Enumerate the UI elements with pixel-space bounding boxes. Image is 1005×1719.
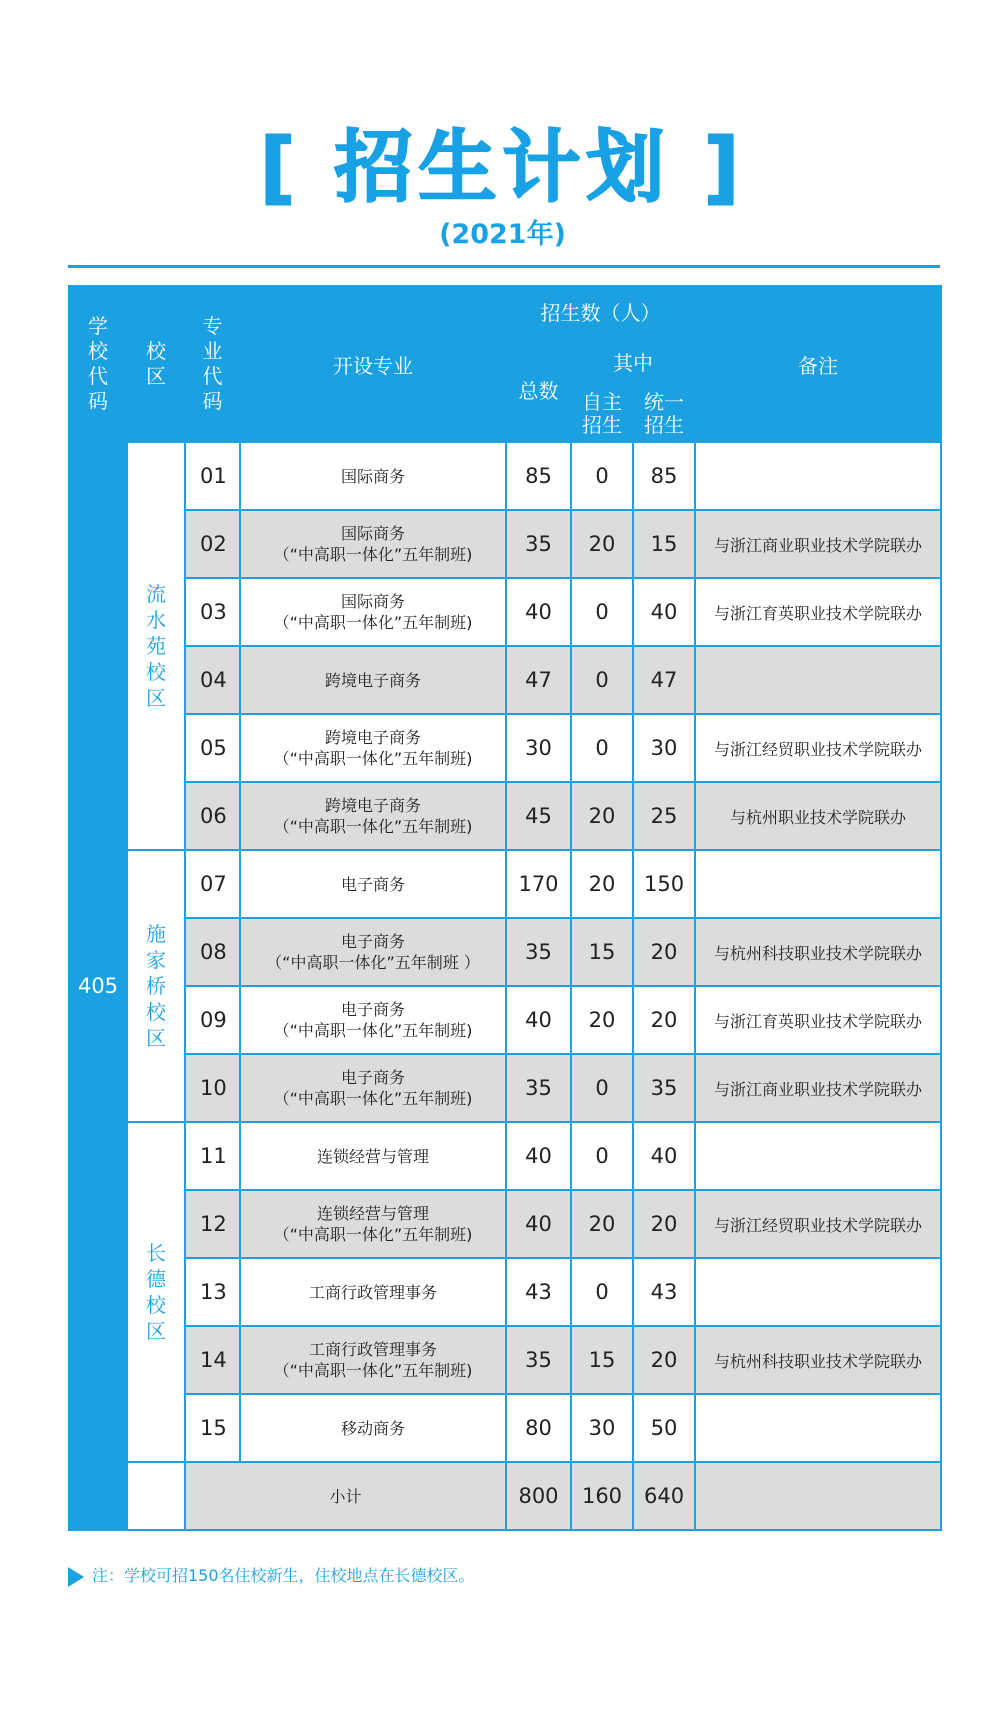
major-line: （“中高职一体化”五年制班) (273, 545, 473, 564)
major-line: （“中高职一体化”五年制班 ） (266, 953, 480, 972)
subtotal-self: 160 (571, 1462, 633, 1530)
remarks-cell: 与浙江育英职业技术学院联办 (695, 578, 941, 646)
major-code: 03 (185, 578, 240, 646)
self-count: 20 (571, 782, 633, 850)
table-row (69, 510, 941, 578)
self-count: 15 (571, 918, 633, 986)
campus-name: 长德校区 (146, 1241, 166, 1343)
total-count: 43 (506, 1258, 571, 1326)
total-count: 30 (506, 714, 571, 782)
table-row (69, 1258, 941, 1326)
unified-count: 30 (633, 714, 695, 782)
major-line: 连锁经营与管理 (316, 1146, 429, 1166)
table-row (69, 646, 941, 714)
major-code: 06 (185, 782, 240, 850)
footnote (68, 1563, 475, 1587)
header-major-code: 专业代码 (185, 286, 240, 442)
major-line: 电子商务 (340, 1068, 405, 1087)
campus-name: 流水苑校区 (146, 582, 166, 710)
total-count: 35 (506, 510, 571, 578)
major-code: 07 (185, 850, 240, 918)
major-code: 05 (185, 714, 240, 782)
major-line: 工商行政管理事务 (308, 1340, 437, 1359)
total-count: 35 (506, 1326, 571, 1394)
major-code: 02 (185, 510, 240, 578)
remarks-cell (695, 1122, 941, 1190)
major-line: 电子商务 (340, 874, 405, 894)
self-count: 0 (571, 646, 633, 714)
table-row (69, 782, 941, 850)
school-code-cell: 405 (69, 442, 127, 1530)
remarks-cell: 与浙江经贸职业技术学院联办 (695, 714, 941, 782)
arrow-icon (68, 1567, 84, 1587)
self-count: 20 (571, 1190, 633, 1258)
remarks-cell: 与杭州科技职业技术学院联办 (695, 918, 941, 986)
major-line: （“中高职一体化”五年制班) (273, 1225, 473, 1244)
total-count: 47 (506, 646, 571, 714)
subtotal-unified: 640 (633, 1462, 695, 1530)
total-count: 40 (506, 1122, 571, 1190)
remarks-cell (695, 442, 941, 510)
major-line: （“中高职一体化”五年制班) (273, 1089, 473, 1108)
table-row (69, 1122, 941, 1190)
self-count: 20 (571, 986, 633, 1054)
subtotal-row (69, 1462, 941, 1530)
major-name (240, 782, 506, 850)
major-name (240, 850, 506, 918)
header-among: 其中 (571, 336, 695, 386)
major-line: 跨境电子商务 (324, 728, 421, 747)
header-unified: 统一招生 (633, 386, 695, 442)
remarks-cell (695, 1394, 941, 1462)
major-line: （“中高职一体化”五年制班) (273, 749, 473, 768)
major-name (240, 1258, 506, 1326)
major-code: 04 (185, 646, 240, 714)
campus-cell (127, 442, 185, 850)
unified-count: 20 (633, 918, 695, 986)
campus-name: 施家桥校区 (146, 922, 166, 1050)
self-count: 0 (571, 1122, 633, 1190)
unified-count: 40 (633, 1122, 695, 1190)
major-line: 国际商务 (340, 524, 405, 543)
unified-count: 25 (633, 782, 695, 850)
self-count: 30 (571, 1394, 633, 1462)
header-remarks: 备注 (695, 286, 941, 442)
unified-count: 20 (633, 1190, 695, 1258)
year-subtitle: (2021年) (439, 219, 566, 250)
major-name (240, 1190, 506, 1258)
remarks-cell: 与杭州职业技术学院联办 (695, 782, 941, 850)
total-count: 35 (506, 1054, 571, 1122)
major-line: （“中高职一体化”五年制班) (273, 1021, 473, 1040)
table-row (69, 1326, 941, 1394)
remarks-cell: 与浙江经贸职业技术学院联办 (695, 1190, 941, 1258)
unified-count: 20 (633, 986, 695, 1054)
table-row (69, 442, 941, 510)
campus-cell (127, 850, 185, 1122)
major-line: 连锁经营与管理 (316, 1204, 429, 1223)
total-count: 40 (506, 578, 571, 646)
major-name (240, 1394, 506, 1462)
major-name (240, 714, 506, 782)
major-line: 电子商务 (340, 1000, 405, 1019)
self-count: 20 (571, 510, 633, 578)
major-code: 10 (185, 1054, 240, 1122)
enrollment-plan-table (68, 285, 942, 1531)
major-name (240, 1054, 506, 1122)
major-name (240, 918, 506, 986)
unified-count: 85 (633, 442, 695, 510)
total-count: 40 (506, 1190, 571, 1258)
major-name (240, 578, 506, 646)
campus-cell (127, 1122, 185, 1462)
header-self: 自主招生 (571, 386, 633, 442)
major-name (240, 510, 506, 578)
header-total: 总数 (506, 336, 571, 442)
unified-count: 50 (633, 1394, 695, 1462)
self-count: 0 (571, 442, 633, 510)
major-name (240, 1122, 506, 1190)
self-count: 15 (571, 1326, 633, 1394)
self-count: 20 (571, 850, 633, 918)
major-code: 11 (185, 1122, 240, 1190)
table-row (69, 1054, 941, 1122)
self-count: 0 (571, 578, 633, 646)
major-line: （“中高职一体化”五年制班) (273, 817, 473, 836)
self-count: 0 (571, 1054, 633, 1122)
major-line: 移动商务 (340, 1418, 405, 1438)
remarks-cell: 与浙江商业职业技术学院联办 (695, 510, 941, 578)
subtotal-total: 800 (506, 1462, 571, 1530)
header-school-code: 学校代码 (69, 286, 127, 442)
unified-count: 47 (633, 646, 695, 714)
remarks-cell (695, 646, 941, 714)
total-count: 85 (506, 442, 571, 510)
self-count: 0 (571, 714, 633, 782)
unified-count: 15 (633, 510, 695, 578)
table-row (69, 1190, 941, 1258)
table-row (69, 850, 941, 918)
self-count: 0 (571, 1258, 633, 1326)
remarks-cell: 与杭州科技职业技术学院联办 (695, 1326, 941, 1394)
major-line: 跨境电子商务 (324, 670, 421, 690)
table-row (69, 578, 941, 646)
remarks-cell: 与浙江商业职业技术学院联办 (695, 1054, 941, 1122)
major-line: （“中高职一体化”五年制班) (273, 613, 473, 632)
header-major: 开设专业 (240, 286, 506, 442)
major-code: 14 (185, 1326, 240, 1394)
major-code: 12 (185, 1190, 240, 1258)
page-title: [ 招生计划 ] (259, 123, 746, 213)
header-enroll: 招生数（人） (506, 286, 695, 336)
total-count: 40 (506, 986, 571, 1054)
major-code: 15 (185, 1394, 240, 1462)
table-row (69, 714, 941, 782)
remarks-cell (695, 1258, 941, 1326)
total-count: 35 (506, 918, 571, 986)
major-name (240, 646, 506, 714)
unified-count: 150 (633, 850, 695, 918)
major-name (240, 442, 506, 510)
major-name (240, 1326, 506, 1394)
subtotal-remarks (695, 1462, 941, 1530)
table-row (69, 1394, 941, 1462)
major-line: 国际商务 (340, 592, 405, 611)
remarks-cell (695, 850, 941, 918)
major-line: 国际商务 (340, 466, 405, 486)
major-line: 跨境电子商务 (324, 796, 421, 815)
unified-count: 40 (633, 578, 695, 646)
major-line: 工商行政管理事务 (308, 1282, 437, 1302)
remarks-cell: 与浙江育英职业技术学院联办 (695, 986, 941, 1054)
total-count: 170 (506, 850, 571, 918)
header-campus: 校区 (127, 286, 185, 442)
major-name (240, 986, 506, 1054)
unified-count: 35 (633, 1054, 695, 1122)
major-line: （“中高职一体化”五年制班) (273, 1361, 473, 1380)
unified-count: 20 (633, 1326, 695, 1394)
divider (68, 265, 940, 268)
major-code: 01 (185, 442, 240, 510)
table-row (69, 986, 941, 1054)
total-count: 45 (506, 782, 571, 850)
unified-count: 43 (633, 1258, 695, 1326)
total-count: 80 (506, 1394, 571, 1462)
subtotal-campus-blank (127, 1462, 185, 1530)
footnote-text: 注：学校可招150名住校新生，住校地点在长德校区。 (92, 1566, 475, 1585)
table-row (69, 918, 941, 986)
major-line: 电子商务 (340, 932, 405, 951)
major-code: 13 (185, 1258, 240, 1326)
major-code: 08 (185, 918, 240, 986)
major-code: 09 (185, 986, 240, 1054)
subtotal-label: 小计 (185, 1462, 506, 1530)
